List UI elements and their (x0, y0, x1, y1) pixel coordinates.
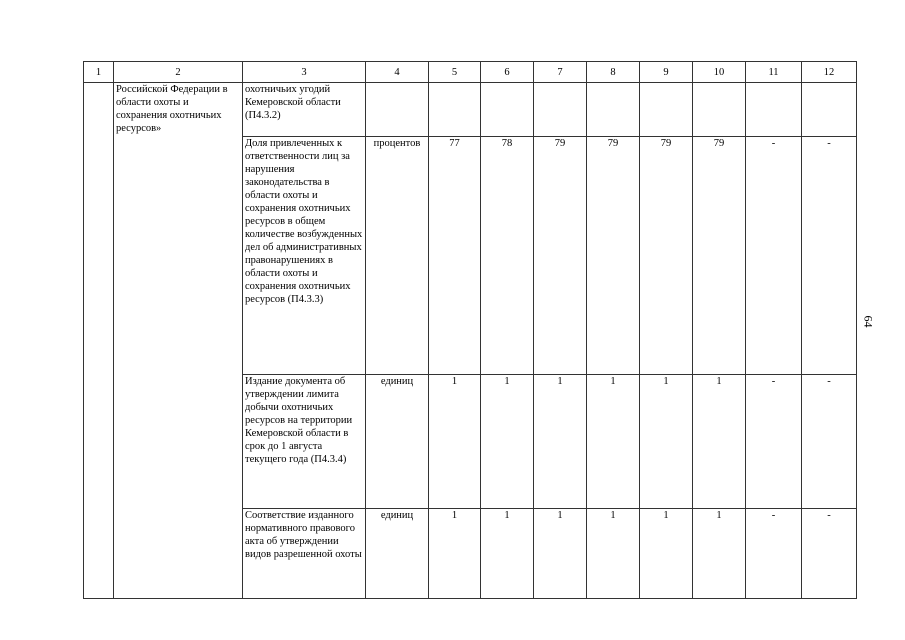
column-number-row (84, 62, 857, 83)
value-cell: 78 (481, 137, 534, 375)
column-number: 9 (640, 62, 693, 83)
value-cell: 1 (640, 509, 693, 599)
unit-cell: единиц (366, 509, 429, 599)
value-cell: 1 (429, 509, 481, 599)
row-index-cell (84, 83, 114, 599)
value-cell (802, 83, 857, 137)
value-cell (481, 83, 534, 137)
value-cell: 1 (693, 509, 746, 599)
column-number: 10 (693, 62, 746, 83)
unit-cell: процентов (366, 137, 429, 375)
value-cell: 79 (640, 137, 693, 375)
page-number: 64 (861, 315, 876, 328)
value-cell: 1 (587, 509, 640, 599)
value-cell: 77 (429, 137, 481, 375)
value-cell: 1 (587, 375, 640, 509)
value-cell: - (746, 509, 802, 599)
unit-cell (366, 83, 429, 137)
column-number: 5 (429, 62, 481, 83)
value-cell (693, 83, 746, 137)
value-cell: - (746, 137, 802, 375)
column-number: 11 (746, 62, 802, 83)
column-number: 2 (114, 62, 243, 83)
value-cell (429, 83, 481, 137)
value-cell (746, 83, 802, 137)
value-cell: 1 (640, 375, 693, 509)
value-cell: 79 (534, 137, 587, 375)
indicator-cell: Издание документа об утверждении лимита добычи охотничьих ресурсов на территории Кемеровской области в срок до 1 августа текущего года (П4.3.4) (243, 375, 366, 509)
column-number: 3 (243, 62, 366, 83)
row-group-label: Российской Федерации в области охоты и сохранения охотничьих ресурсов» (114, 83, 243, 599)
value-cell: - (802, 509, 857, 599)
value-cell: 1 (693, 375, 746, 509)
data-table (83, 61, 857, 599)
indicator-cell: Доля привлеченных к ответственности лиц за нарушения законодательства в области охоты и сохранения охотничьих ресурсов в общем количестве возбужденных дел об административных правонарушениях в области охоты и сохранения охотничьих ресурсов (П4.3.3) (243, 137, 366, 375)
value-cell: 1 (481, 509, 534, 599)
unit-cell: единиц (366, 375, 429, 509)
value-cell: 1 (534, 375, 587, 509)
indicator-cell: охотничьих угодий Кемеровской области (П4.3.2) (243, 83, 366, 137)
value-cell: 79 (587, 137, 640, 375)
value-cell (534, 83, 587, 137)
value-cell: 1 (534, 509, 587, 599)
table-row (84, 83, 857, 137)
column-number: 12 (802, 62, 857, 83)
column-number: 4 (366, 62, 429, 83)
column-number: 8 (587, 62, 640, 83)
value-cell: - (746, 375, 802, 509)
value-cell (587, 83, 640, 137)
column-number: 7 (534, 62, 587, 83)
value-cell: - (802, 137, 857, 375)
value-cell: 1 (429, 375, 481, 509)
column-number: 6 (481, 62, 534, 83)
value-cell: 1 (481, 375, 534, 509)
value-cell: 79 (693, 137, 746, 375)
indicator-cell: Соответствие изданного нормативного правового акта об утверждении видов разрешенной охоты (243, 509, 366, 599)
value-cell (640, 83, 693, 137)
value-cell: - (802, 375, 857, 509)
column-number: 1 (84, 62, 114, 83)
